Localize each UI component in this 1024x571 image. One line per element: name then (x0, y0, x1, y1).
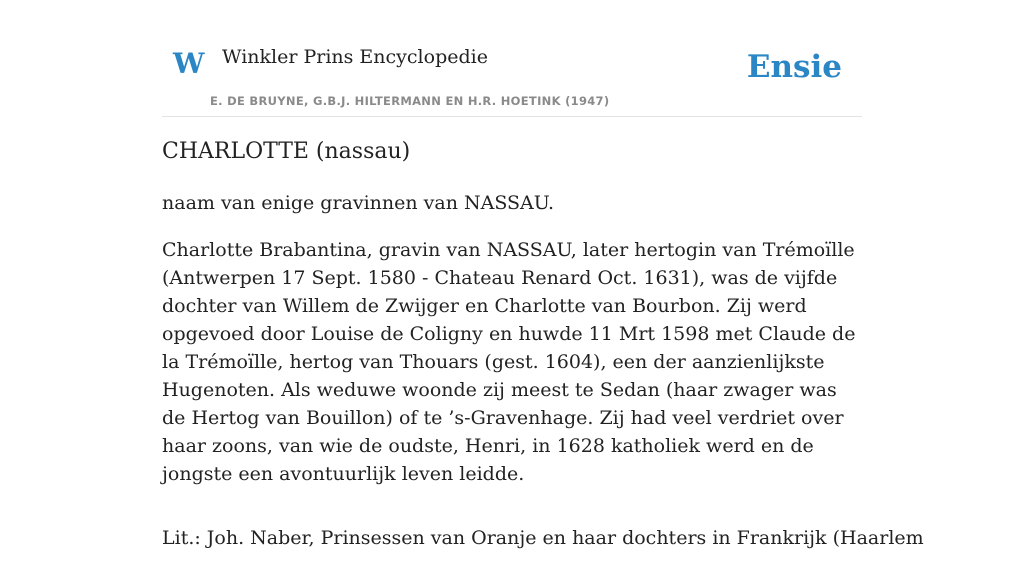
book-title[interactable]: Winkler Prins Encyclopedie (222, 46, 488, 68)
ensie-logo-link[interactable]: Ensie (746, 49, 842, 85)
entry-body: Charlotte Brabantina, gravin van NASSAU, later hertogin van Trémoïlle (Antwerpen 17 Sept. 1580 - Chateau Renard Oct. 1631), was de vijfde dochter van Willem de Zwijger en Charlotte van Bourbon. Zij werd opgevoed door Louise de Coligny en huwde 11 Mrt 1598 met Claude de la Trémoïlle, hertog van Thouars (gest. 1604), een der aanzienlijkste Hugenoten. Als weduwe woonde zij meest te Sedan (haar zwager was de Hertog van Bouillon) of te ’s-Gravenhage. Zij had veel verdriet over haar zoons, van wie de oudste, Henri, in 1628 katholiek werd en de jongste een avontuurlijk leven leidde. (162, 238, 856, 485)
site-header (162, 0, 862, 117)
entry-content (162, 138, 924, 571)
entry-title: CHARLOTTE (nassau) (162, 139, 411, 164)
entry-literature: Lit.: Joh. Naber, Prinsessen van Oranje en haar dochters in Frankrijk (Haarlem (162, 526, 924, 549)
winkler-prins-logo-icon[interactable]: W (173, 47, 205, 80)
book-authors: E. DE BRUYNE, G.B.J. HILTERMANN EN H.R. HOETINK (1947) (210, 94, 610, 108)
entry-intro: naam van enige gravinnen van NASSAU. (162, 191, 555, 214)
